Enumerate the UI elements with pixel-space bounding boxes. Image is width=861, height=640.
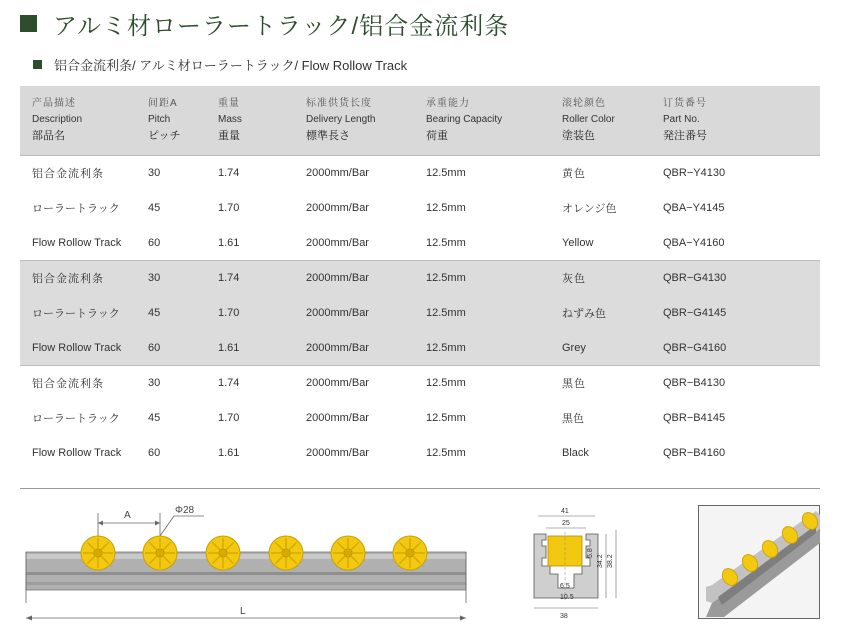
header-mass: 重量 Mass 重量 — [206, 86, 294, 155]
cell-part-no: QBR−G4145 — [663, 307, 727, 319]
table-header-row — [20, 86, 820, 155]
cell-delivery-length: 2000mm/Bar — [306, 166, 369, 179]
table-row — [20, 436, 820, 470]
cell-pitch: 30 — [136, 365, 206, 400]
cell-bearing-capacity: 12.5mm — [414, 365, 550, 400]
cell-bearing-capacity: 12.5mm — [426, 236, 466, 249]
header-description: 产品描述 Description 部品名 — [20, 86, 136, 155]
cell-description: Flow Rollow Track — [32, 236, 122, 249]
dim-38-2: 38.2 — [607, 554, 614, 568]
cell-description: ローラートラック — [32, 413, 120, 425]
cell-roller-color: 黒色 — [562, 413, 584, 425]
cross-section-drawing — [520, 504, 630, 626]
cell-pitch: 60 — [148, 236, 161, 249]
dim-10-5: 10.5 — [560, 594, 574, 601]
roller-section — [548, 536, 582, 566]
cell-part-no: QBA−Y4160 — [663, 236, 725, 249]
page-header — [20, 6, 509, 40]
cell-delivery-length: 2000mm/Bar — [306, 307, 369, 319]
cell-bearing-capacity: 12.5mm — [426, 307, 466, 319]
cell-part-no: QBR−G4130 — [651, 260, 820, 295]
cell-roller-color: 黑色 — [550, 365, 651, 400]
spec-table — [20, 86, 820, 470]
length-dimension — [26, 606, 466, 621]
cell-mass: 1.74 — [206, 365, 294, 400]
cell-mass: 1.70 — [218, 307, 240, 319]
header-delivery-length: 标准供货长度 Delivery Length 標準長さ — [294, 86, 414, 155]
cell-mass: 1.70 — [218, 412, 240, 424]
table-row — [20, 295, 820, 331]
roller-icon — [143, 536, 177, 570]
table-row — [20, 400, 820, 436]
cell-mass: 1.74 — [206, 260, 294, 295]
cell-part-no: QBR−B4130 — [651, 365, 820, 400]
header-roller-color: 滚轮颜色 Roller Color 塗装色 — [550, 86, 651, 155]
section-header — [33, 54, 407, 74]
cell-pitch: 60 — [148, 447, 161, 459]
cell-pitch: 45 — [148, 307, 161, 319]
cell-delivery-length: 2000mm/Bar — [294, 365, 414, 400]
cell-roller-color: 灰色 — [550, 260, 651, 295]
cell-roller-color: ねずみ色 — [562, 308, 606, 320]
cell-description: Flow Rollow Track — [32, 341, 122, 354]
section-title: 铝合金流利条/ アルミ材ローラートラック/ Flow Rollow Track — [54, 57, 408, 73]
pitch-label: A — [124, 510, 131, 521]
table-row — [20, 365, 820, 400]
cell-bearing-capacity: 12.5mm — [426, 341, 466, 354]
header-pitch: 间距A Pitch ピッチ — [136, 86, 206, 155]
cell-mass: 1.70 — [218, 202, 240, 214]
cell-mass: 1.61 — [218, 341, 240, 354]
page-title: アルミ材ローラートラック/铝合金流利条 — [53, 12, 510, 40]
cell-roller-color: Grey — [562, 341, 586, 354]
cell-mass: 1.74 — [218, 166, 240, 179]
cell-description: 铝合金流利条 — [32, 167, 104, 180]
pitch-dimension — [98, 510, 160, 536]
dim-overall-width: 41 — [561, 508, 569, 515]
cell-roller-color: 黄色 — [562, 167, 586, 180]
roller-icon — [393, 536, 427, 570]
diameter-label: Φ28 — [175, 505, 195, 516]
table-row — [20, 331, 820, 365]
cell-description: ローラートラック — [32, 308, 120, 320]
cell-part-no: QBA−Y4145 — [663, 202, 725, 214]
side-view-drawing — [18, 498, 478, 628]
title-bullet — [20, 15, 37, 32]
diameter-callout — [160, 505, 204, 536]
cell-pitch: 30 — [148, 166, 161, 179]
cell-roller-color: Black — [562, 447, 589, 459]
cell-delivery-length: 2000mm/Bar — [306, 447, 369, 459]
cell-bearing-capacity: 12.5mm — [426, 447, 466, 459]
cell-mass: 1.61 — [218, 447, 240, 459]
cell-roller-color: オレンジ色 — [562, 203, 617, 215]
cell-part-no: QBR−Y4130 — [663, 166, 726, 179]
roller-icon — [269, 536, 303, 570]
cell-part-no: QBR−G4160 — [663, 341, 727, 354]
cell-part-no: QBR−B4160 — [663, 447, 726, 459]
dim-6-5: 6.5 — [560, 583, 570, 590]
header-bearing-capacity: 承重能力 Bearing Capacity 荷重 — [414, 86, 550, 155]
cell-pitch: 45 — [148, 412, 161, 424]
cell-description: 铝合金流利条 — [20, 260, 136, 295]
cell-delivery-length: 2000mm/Bar — [306, 412, 369, 424]
header-part-no: 订货番号 Part No. 発注番号 — [651, 86, 820, 155]
length-label: L — [240, 606, 246, 617]
cell-pitch: 60 — [148, 341, 161, 354]
table-row — [20, 260, 820, 295]
cell-part-no: QBR−B4145 — [663, 412, 726, 424]
section-divider — [20, 488, 820, 489]
cell-pitch: 30 — [136, 260, 206, 295]
cell-description: Flow Rollow Track — [32, 447, 122, 459]
cell-delivery-length: 2000mm/Bar — [306, 341, 369, 354]
cell-description: 铝合金流利条 — [20, 365, 136, 400]
table-row — [20, 226, 820, 260]
cell-description: ローラートラック — [32, 203, 120, 215]
cell-delivery-length: 2000mm/Bar — [306, 202, 369, 214]
cell-roller-color: Yellow — [562, 236, 594, 249]
roller-icon — [206, 536, 240, 570]
subtitle-bullet — [33, 60, 42, 69]
cell-delivery-length: 2000mm/Bar — [306, 236, 369, 249]
dim-5-8: 5.8 — [587, 548, 594, 558]
table-row — [20, 190, 820, 226]
dim-base-width: 38 — [560, 613, 568, 620]
product-photo — [698, 505, 820, 619]
cell-bearing-capacity: 12.5mm — [414, 260, 550, 295]
cell-bearing-capacity: 12.5mm — [426, 166, 466, 179]
cell-pitch: 45 — [148, 202, 161, 214]
dim-34-2: 34.2 — [597, 554, 604, 568]
roller-icon — [81, 536, 115, 570]
dim-roller-width: 25 — [562, 520, 570, 527]
cell-mass: 1.61 — [218, 236, 240, 249]
table-row — [20, 155, 820, 190]
cell-bearing-capacity: 12.5mm — [426, 412, 466, 424]
cell-delivery-length: 2000mm/Bar — [294, 260, 414, 295]
roller-icon — [331, 536, 365, 570]
cell-bearing-capacity: 12.5mm — [426, 202, 466, 214]
